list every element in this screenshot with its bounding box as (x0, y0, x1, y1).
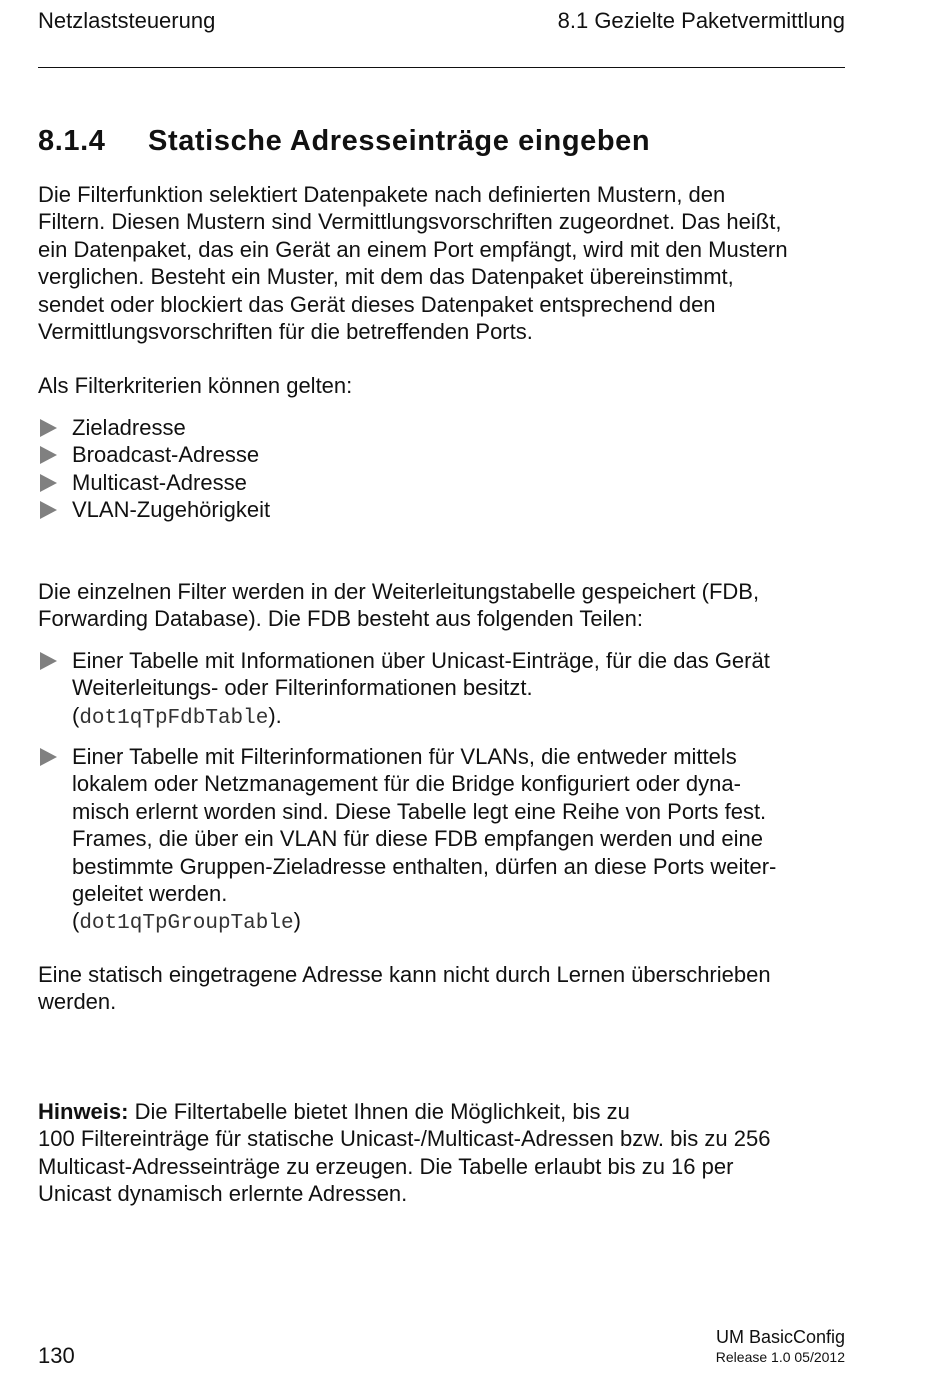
text-line: Filtern. Diesen Mustern sind Vermittlungsvorschriften zugeordnet. Das heißt, (38, 209, 782, 235)
text-line: Forwarding Database). Die FDB besteht aus folgenden Teilen: (38, 606, 643, 632)
header-rule (38, 67, 845, 68)
text-line: Die einzelnen Filter werden in der Weiterleitungstabelle gespeichert (FDB, (38, 579, 760, 604)
bullet-triangle-icon (40, 474, 57, 492)
text-line: Vermittlungsvorschriften für die betreffenden Ports. (38, 319, 533, 345)
text-line: Hinweis: Die Filtertabelle bietet Ihnen die Möglichkeit, bis zu (38, 1099, 630, 1124)
criteria-intro: Als Filterkriterien können gelten: (38, 373, 353, 398)
list-item: VLAN-Zugehörigkeit (38, 496, 850, 523)
text-line: werden. (38, 989, 117, 1015)
release-info: Release 1.0 05/2012 (715, 1349, 845, 1365)
fdb-list-item-1 (38, 647, 850, 732)
list-item: Zieladresse (38, 414, 850, 441)
running-header-section: 8.1 Gezielte Paketvermittlung (557, 8, 845, 33)
bullet-triangle-icon (40, 652, 57, 670)
document-title: UM BasicConfig (715, 1327, 845, 1347)
list-item: Broadcast-Adresse (38, 441, 850, 468)
list-item: Einer Tabelle mit Informationen über Unicast-Einträge, für die das Gerät Weiterleitungs- oder Filterinformationen besitzt. (dot1qTpFdbTable). (38, 647, 850, 732)
criteria-list (38, 414, 850, 524)
text-line: Die Filterfunktion selektiert Datenpakete nach definierten Mustern, den (38, 182, 726, 207)
section-number: 8.1.4 (38, 125, 106, 157)
running-header-chapter: Netzlaststeuerung (38, 8, 216, 33)
text-line: ein Datenpaket, das ein Gerät an einem Port empfängt, wird mit den Mustern (38, 236, 788, 262)
bullet-triangle-icon (40, 748, 57, 766)
note-paragraph (38, 1098, 850, 1208)
page-number: 130 (38, 1343, 75, 1368)
text-line: Eine statisch eingetragene Adresse kann nicht durch Lernen überschrieben (38, 962, 771, 987)
fdb-list-item-2 (38, 743, 850, 938)
text-line: verglichen. Besteht ein Muster, mit dem das Datenpaket übereinstimmt, (38, 264, 734, 290)
list-item: Multicast-Adresse (38, 469, 850, 496)
text-line: 100 Filtereinträge für statische Unicast-/Multicast-Adressen bzw. bis zu 256 (38, 1126, 771, 1152)
section-heading (38, 124, 650, 158)
note-label: Hinweis: (38, 1099, 129, 1124)
fdb-paragraph (38, 578, 850, 633)
mib-table-name: dot1qTpFdbTable (79, 706, 269, 730)
bullet-triangle-icon (40, 446, 57, 464)
text-line: Multicast-Adresseinträge zu erzeugen. Die Tabelle erlaubt bis zu 16 per (38, 1153, 734, 1179)
list-item: Einer Tabelle mit Filterinformationen für VLANs, die entweder mittels lokalem oder Netzmanagement für die Bridge konfiguriert oder dyna- misch erlernt worden sind. Diese Tabelle legt eine Reihe von Ports fest. Frames, die über ein VLAN für diese FDB empfangen werden und eine bestimmte Gruppen-Zieladresse enthalten, dürfen an diese Ports weiter- geleitet werden. (dot1qTpGroupTable) (38, 743, 850, 938)
static-address-paragraph (38, 961, 850, 1016)
mib-table-name: dot1qTpGroupTable (79, 912, 294, 936)
intro-paragraph (38, 181, 850, 345)
bullet-triangle-icon (40, 419, 57, 437)
text-line: sendet oder blockiert das Gerät dieses Datenpaket entsprechend den (38, 291, 716, 317)
bullet-triangle-icon (40, 501, 57, 519)
section-title: Statische Adresseinträge eingeben (148, 125, 651, 157)
text-line: Unicast dynamisch erlernte Adressen. (38, 1181, 408, 1207)
